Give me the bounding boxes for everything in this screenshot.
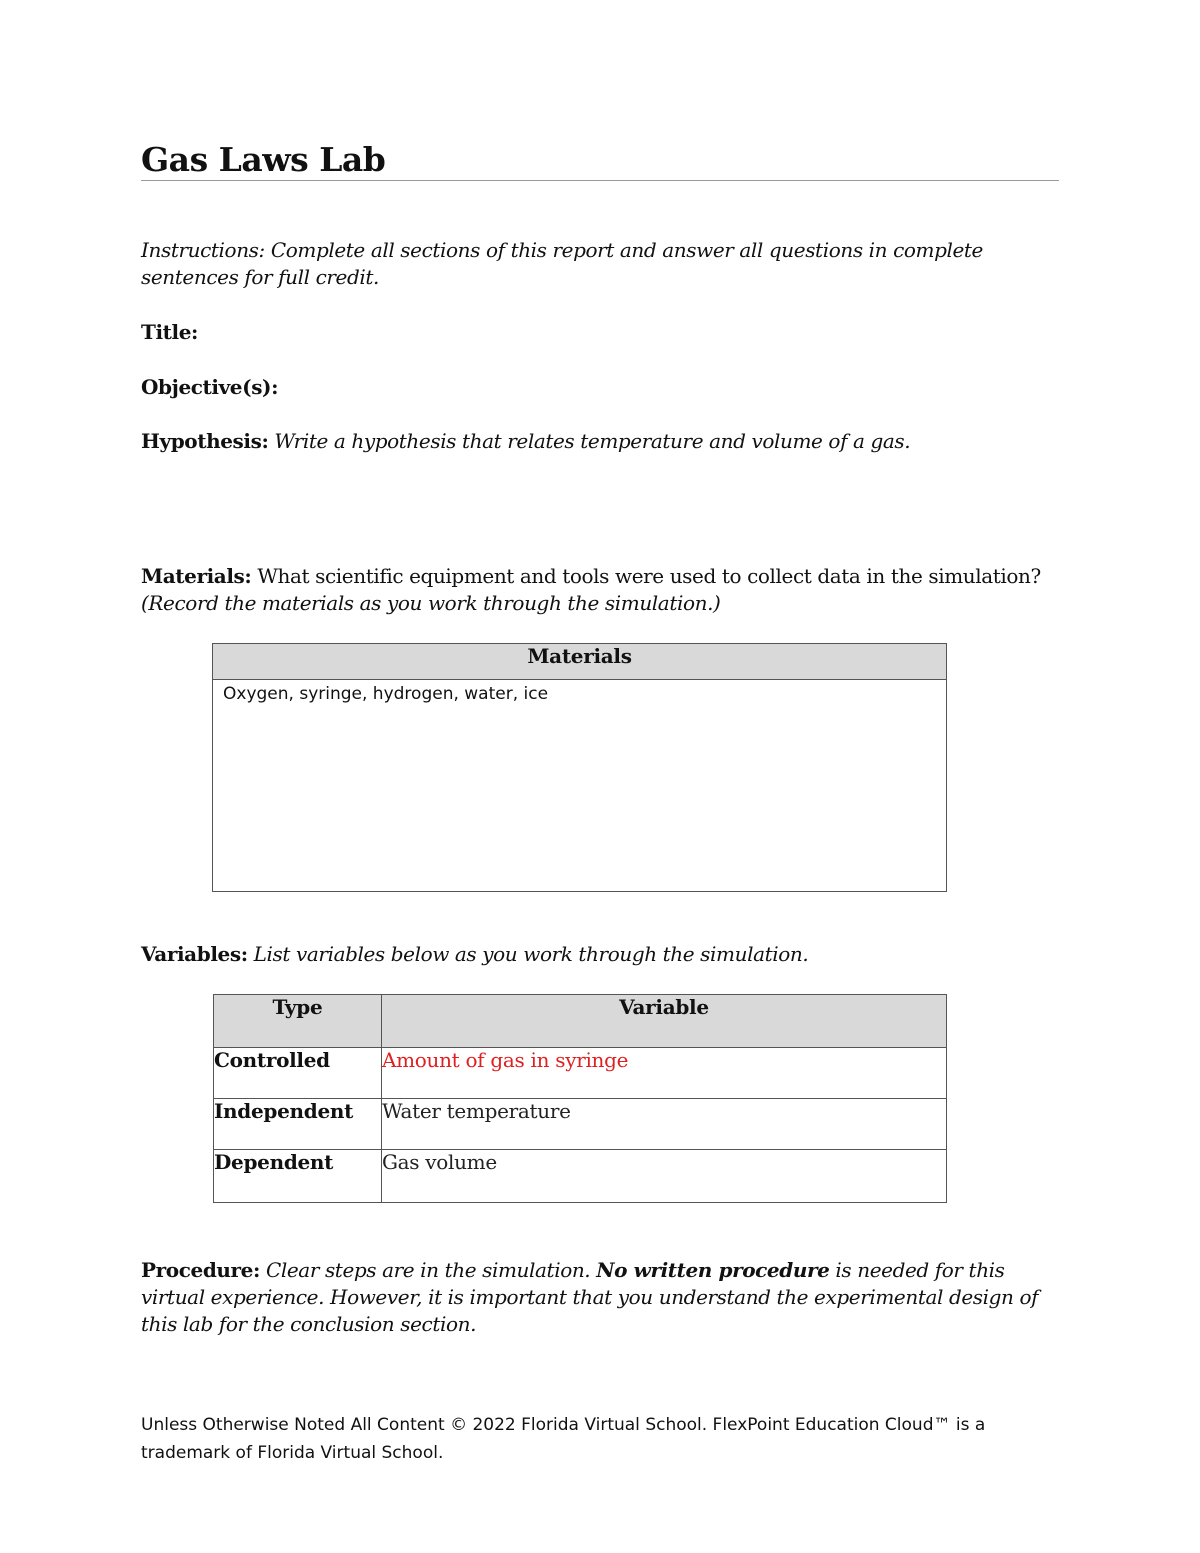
variable-value-dependent[interactable]: Gas volume [381, 1150, 946, 1203]
variables-prompt: List variables below as you work through the simulation. [253, 942, 809, 966]
hypothesis-label: Hypothesis: [141, 429, 269, 453]
materials-table-header: Materials [213, 644, 947, 680]
objectives-field [141, 374, 1061, 401]
procedure-text-1: Clear steps are in the simulation. [265, 1258, 591, 1282]
procedure-label: Procedure: [141, 1258, 260, 1282]
variables-table [213, 994, 947, 1203]
variable-type-independent: Independent [214, 1099, 382, 1150]
title-divider [141, 180, 1059, 181]
title-field [141, 319, 1061, 346]
materials-note: (Record the materials as you work through the simulation.) [141, 591, 721, 615]
variable-type-controlled: Controlled [214, 1048, 382, 1099]
copyright-footer: Unless Otherwise Noted All Content © 2022 Florida Virtual School. FlexPoint Education Cloud™ is a trademark of Florida Virtual School. [141, 1415, 986, 1463]
materials-table-cell[interactable]: Oxygen, syringe, hydrogen, water, ice [213, 680, 947, 892]
materials-label: Materials: [141, 564, 252, 588]
document-title: Gas Laws Lab [141, 140, 386, 179]
objectives-field-label: Objective(s): [141, 375, 279, 399]
variables-header-variable: Variable [381, 995, 946, 1048]
procedure-section [141, 1257, 1061, 1338]
instructions-text: Instructions: Complete all sections of this report and answer all questions in complete sentences for full credit. [141, 238, 983, 289]
title-field-label: Title: [141, 320, 199, 344]
hypothesis-section [141, 428, 1061, 455]
procedure-emphasis: No written procedure [596, 1258, 830, 1282]
materials-table [212, 643, 947, 892]
materials-section [141, 563, 1061, 617]
variables-header-type: Type [214, 995, 382, 1048]
procedure-text-2: is needed for this virtual experience. However, it is important that you understand the experimental design of this lab for the conclusion section. [141, 1258, 1039, 1336]
variable-value-independent[interactable]: Water temperature [381, 1099, 946, 1150]
variables-section [141, 941, 1061, 968]
materials-prompt: What scientific equipment and tools were used to collect data in the simulation? [257, 564, 1041, 588]
variables-label: Variables: [141, 942, 248, 966]
variable-type-dependent: Dependent [214, 1150, 382, 1203]
variable-value-controlled[interactable]: Amount of gas in syringe [381, 1048, 946, 1099]
instructions-paragraph [141, 237, 1061, 291]
hypothesis-prompt: Write a hypothesis that relates temperature and volume of a gas. [274, 429, 911, 453]
